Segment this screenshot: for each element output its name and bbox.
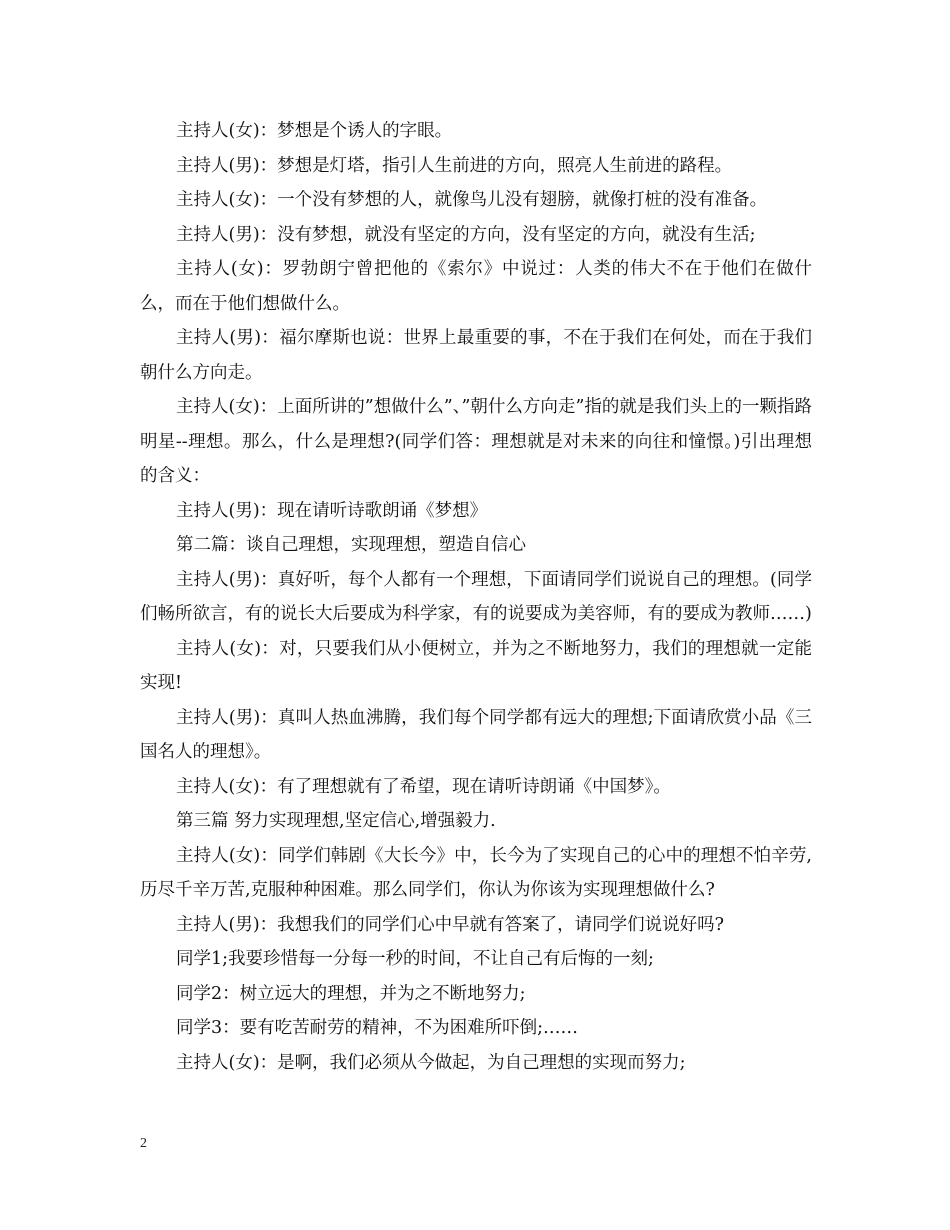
paragraph: 主持人(女)：一个没有梦想的人，就像鸟儿没有翅膀，就像打桩的没有准备。 (176, 190, 768, 210)
paragraph: 主持人(男)：真叫人热血沸腾，我们每个同学都有远大的理想;下面请欣赏小品《三国名人的理想》。 (140, 707, 812, 762)
page-number: 2 (140, 1136, 147, 1151)
paragraph: 主持人(女)：梦想是个诱人的字眼。 (176, 121, 453, 141)
paragraph: 同学3：要有吃苦耐劳的精神，不为困难所吓倒;…… (176, 1018, 579, 1038)
paragraph: 主持人(男)：梦想是灯塔，指引人生前进的方向，照亮人生前进的路程。 (176, 155, 733, 176)
paragraph: 同学1;我要珍惜每一分每一秒的时间，不让自己有后悔的一刻; (176, 949, 654, 969)
section-heading: 第三篇 努力实现理想,坚定信心,增强毅力. (176, 811, 496, 831)
section-heading: 第二篇：谈自己理想，实现理想，塑造自信心 (176, 535, 526, 555)
paragraph: 主持人(女)：有了理想就有了希望，现在请听诗朗诵《中国梦》。 (176, 776, 671, 797)
paragraph: 主持人(男)：现在请听诗歌朗诵《梦想》 (176, 500, 488, 521)
paragraph: 主持人(男)：真好听，每个人都有一个理想，下面请同学们说说自己的理想。(同学们畅所欲言，有的说长大后要成为科学家，有的说要成为美容师，有的要成为教师……) (140, 569, 812, 624)
paragraph: 主持人(女)：对，只要我们从小便树立，并为之不断地努力，我们的理想就一定能实现! (140, 638, 812, 693)
paragraph: 主持人(女)：是啊，我们必须从今做起，为自己理想的实现而努力; (176, 1052, 686, 1073)
paragraph: 同学2：树立远大的理想，并为之不断地努力; (176, 983, 526, 1004)
paragraph: 主持人(女)：上面所讲的”想做什么”、”朝什么方向走”指的就是我们头上的一颗指路明星--理想。那么，什么是理想?(同学们答：理想就是对未来的向往和憧憬。)引出理想的含义： (140, 397, 812, 486)
document-body (140, 114, 812, 1080)
paragraph: 主持人(男)：没有梦想，就没有坚定的方向，没有坚定的方向，就没有生活; (176, 224, 756, 245)
paragraph: 主持人(男)：福尔摩斯也说：世界上最重要的事，不在于我们在何处，而在于我们朝什么方向走。 (140, 328, 812, 383)
paragraph: 主持人(女)：同学们韩剧《大长今》中，长今为了实现自己的心中的理想不怕辛劳,历尽千辛万苦,克服种种困难。那么同学们，你认为你该为实现理想做什么? (140, 845, 812, 900)
paragraph: 主持人(女)：罗勃朗宁曾把他的《索尔》中说过：人类的伟大不在于他们在做什么，而在于他们想做什么。 (140, 259, 812, 314)
paragraph: 主持人(男)：我想我们的同学们心中早就有答案了，请同学们说说好吗? (176, 914, 725, 935)
